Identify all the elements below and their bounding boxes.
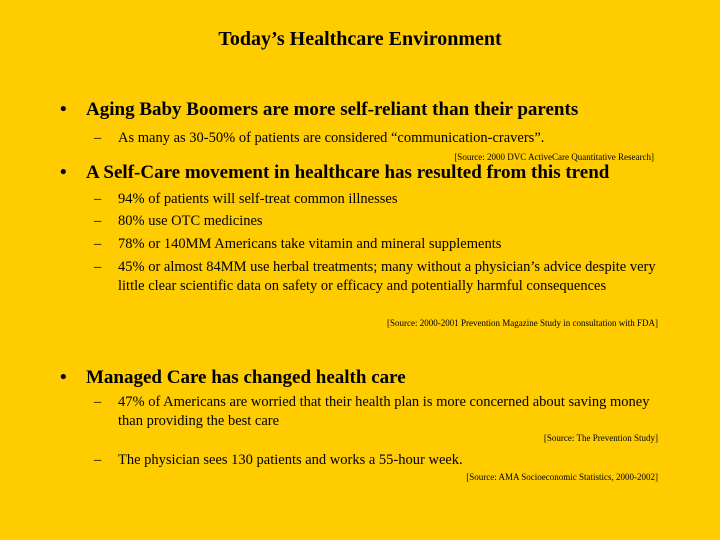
slide-title: Today’s Healthcare Environment — [218, 28, 502, 50]
dash-icon: – — [94, 452, 102, 468]
sub-item-text: 80% use OTC medicines — [118, 213, 263, 229]
sub-item-text: 47% of Americans are worried that their health plan is more concerned about saving money than providing the best care — [118, 394, 650, 429]
source-citation: [Source: 2000-2001 Prevention Magazine Study in consultation with FDA] — [387, 318, 658, 328]
bullet-icon: • — [60, 367, 67, 388]
dash-icon: – — [94, 259, 102, 275]
bullet-text: Aging Baby Boomers are more self-reliant than their parents — [86, 99, 579, 120]
dash-icon: – — [94, 130, 102, 146]
source-citation: [Source: 2000 DVC ActiveCare Quantitative Research] — [454, 152, 654, 162]
sub-item-text: 94% of patients will self-treat common illnesses — [118, 191, 398, 207]
dash-icon: – — [94, 213, 102, 229]
source-citation: [Source: The Prevention Study] — [543, 433, 658, 443]
dash-icon: – — [94, 191, 102, 207]
bullet-icon: • — [60, 99, 67, 120]
source-citation: [Source: AMA Socioeconomic Statistics, 2000-2002] — [466, 472, 658, 482]
sub-item-text: As many as 30-50% of patients are considered “communication-cravers”. — [118, 130, 545, 146]
dash-icon: – — [94, 236, 102, 252]
sub-item-text: 45% or almost 84MM use herbal treatments; many without a physician’s advice despite very little clear scientific data on safety or efficacy and potentially harmful consequences — [118, 259, 656, 294]
bullet-icon: • — [60, 162, 67, 183]
bullet-text: Managed Care has changed health care — [86, 367, 406, 388]
sub-item-text: 78% or 140MM Americans take vitamin and mineral supplements — [118, 236, 502, 252]
dash-icon: – — [94, 394, 102, 410]
bullet-text: A Self-Care movement in healthcare has resulted from this trend — [86, 162, 610, 183]
sub-item-text: The physician sees 130 patients and works a 55-hour week. — [118, 452, 463, 468]
